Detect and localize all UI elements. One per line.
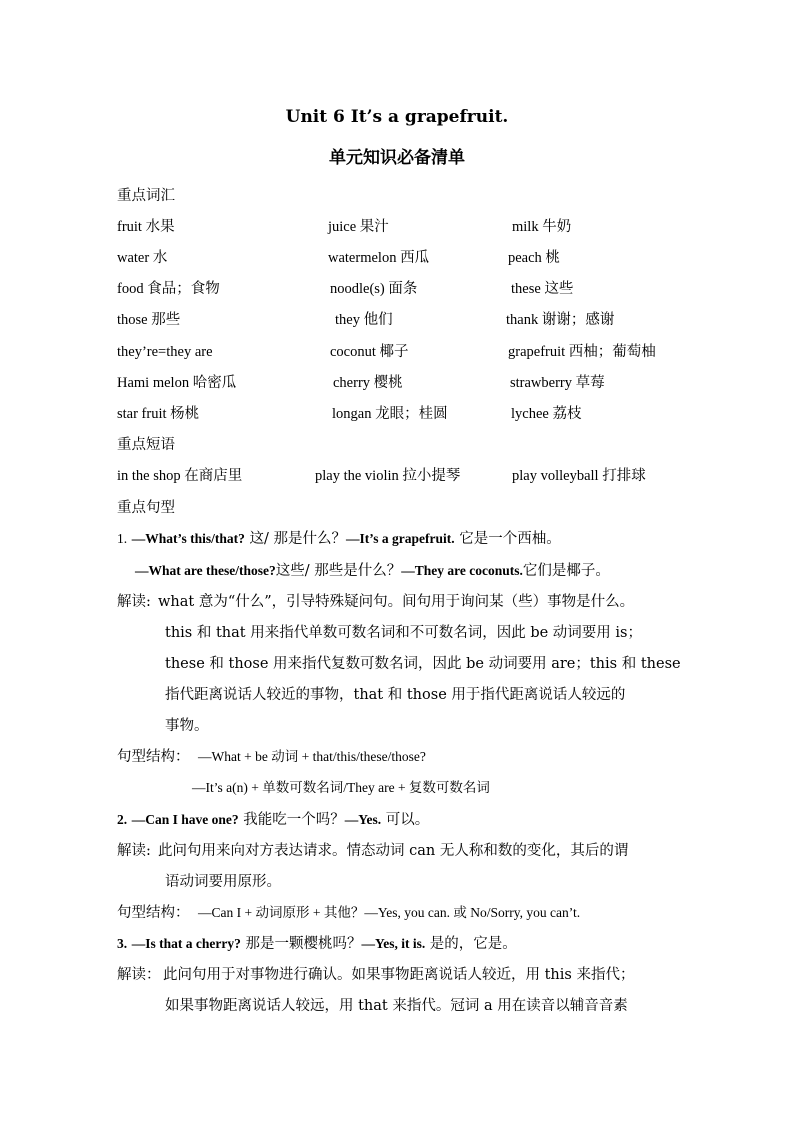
- explain-line: what 意为“什么”，引导特殊疑问句。间句用于询问某（些）事物是什么。: [158, 594, 635, 610]
- vocab-item: Hami melon 哈密瓜: [117, 375, 237, 391]
- sentence-english: —Is that a cherry?: [131, 936, 241, 951]
- sentence-1-question-line: [117, 529, 561, 549]
- vocab-item: they 他们: [335, 312, 393, 328]
- sentence-number: 2.: [117, 812, 128, 827]
- sentence-chinese: 是的，它是。: [425, 936, 517, 952]
- structure-label: 句型结构：: [117, 749, 190, 765]
- page-title: Unit 6 It’s a grapefruit.: [285, 107, 509, 127]
- sentence-chinese: 可以。: [381, 812, 430, 828]
- sentence-chinese: 它是一个西柚。: [454, 531, 561, 547]
- sentence-english: —It’s a grapefruit.: [345, 531, 455, 546]
- vocab-heading: 重点词汇: [117, 188, 175, 204]
- explain-line: 此问句用来向对方表达请求。情态动词 can 无人称和数的变化，其后的谓: [158, 843, 629, 859]
- sentence-1-answer-line: [135, 561, 610, 581]
- sentence-number: 1.: [117, 531, 128, 546]
- vocab-item: fruit 水果: [117, 219, 175, 235]
- sentence-english: —They are coconuts.: [401, 563, 523, 578]
- phrase-heading: 重点短语: [117, 437, 175, 453]
- vocab-item: they’re=they are: [117, 344, 213, 360]
- explain-line: 此问句用于对事物进行确认。如果事物距离说话人较近，用 this 来指代；: [163, 967, 635, 983]
- vocab-item: cherry 樱桃: [333, 375, 403, 391]
- explain-line: 如果事物距离说话人较远，用 that 来指代。冠词 a 用在读音以辅音音素: [165, 998, 628, 1014]
- structure-line: —What + be 动词 + that/this/these/those?: [198, 749, 426, 764]
- vocab-item: watermelon 西瓜: [328, 250, 430, 266]
- vocab-item: those 那些: [117, 312, 181, 328]
- vocab-item: grapefruit 西柚；葡萄柚: [508, 344, 656, 360]
- sentence-english: —Can I have one?: [131, 812, 239, 827]
- vocab-item: longan 龙眼；桂圆: [332, 406, 448, 422]
- explain-line: these 和 those 用来指代复数可数名词，因此 be 动词要用 are；this 和 these: [165, 656, 681, 672]
- sentence-english: —Yes, it is.: [361, 936, 426, 951]
- vocab-item: milk 牛奶: [512, 219, 572, 235]
- explain-line: this 和 that 用来指代单数可数名词和不可数名词，因此 be 动词要用 is；: [165, 625, 642, 641]
- page-subtitle: 单元知识必备清单: [329, 148, 465, 168]
- vocab-item: water 水: [117, 250, 168, 266]
- sentence-2-line: [117, 810, 429, 830]
- sentence-english: —What’s this/that?: [131, 531, 245, 546]
- phrase-item: play volleyball 打排球: [512, 468, 646, 484]
- explain-line: 指代距离说话人较近的事物，that 和 those 用于指代距离说话人较远的: [165, 687, 626, 703]
- explain-label: 解读：: [117, 967, 161, 983]
- vocab-item: strawberry 草莓: [510, 375, 605, 391]
- vocab-item: juice 果汁: [328, 219, 389, 235]
- explain-label: 解读:: [117, 843, 151, 859]
- sentence-english: —Yes.: [344, 812, 382, 827]
- vocab-item: peach 桃: [508, 250, 560, 266]
- sentence-chinese: 它们是椰子。: [522, 563, 610, 579]
- sentence-english: —What are these/those?: [135, 563, 276, 578]
- sentence-3-line: [117, 934, 517, 954]
- vocab-item: food 食品；食物: [117, 281, 220, 297]
- structure-label: 句型结构：: [117, 905, 190, 921]
- phrase-item: play the violin 拉小提琴: [315, 468, 461, 484]
- sentence-chinese: 我能吃一个吗？: [238, 812, 345, 828]
- phrase-item: in the shop 在商店里: [117, 468, 243, 484]
- explain-line: 事物。: [165, 718, 209, 734]
- vocab-item: noodle(s) 面条: [330, 281, 418, 297]
- sentence-number: 3.: [117, 936, 128, 951]
- structure-line: —It’s a(n) + 单数可数名词/They are + 复数可数名词: [192, 780, 490, 795]
- sentence-chinese: 那是一颗樱桃吗？: [240, 936, 362, 952]
- sentence-chinese: 这些/ 那些是什么？: [275, 563, 402, 579]
- structure-line: —Can I + 动词原形 + 其他？—Yes, you can. 或 No/Sorry, you can’t.: [198, 905, 581, 920]
- vocab-item: thank 谢谢；感谢: [506, 312, 615, 328]
- sentence-heading: 重点句型: [117, 500, 175, 516]
- vocab-item: star fruit 杨桃: [117, 406, 200, 422]
- explain-label: 解读:: [117, 594, 151, 610]
- vocab-item: coconut 椰子: [330, 344, 409, 360]
- vocab-item: lychee 荔枝: [511, 406, 582, 422]
- vocab-item: these 这些: [511, 281, 574, 297]
- explain-line: 语动词要用原形。: [165, 874, 281, 890]
- sentence-chinese: 这/ 那是什么？: [244, 531, 346, 547]
